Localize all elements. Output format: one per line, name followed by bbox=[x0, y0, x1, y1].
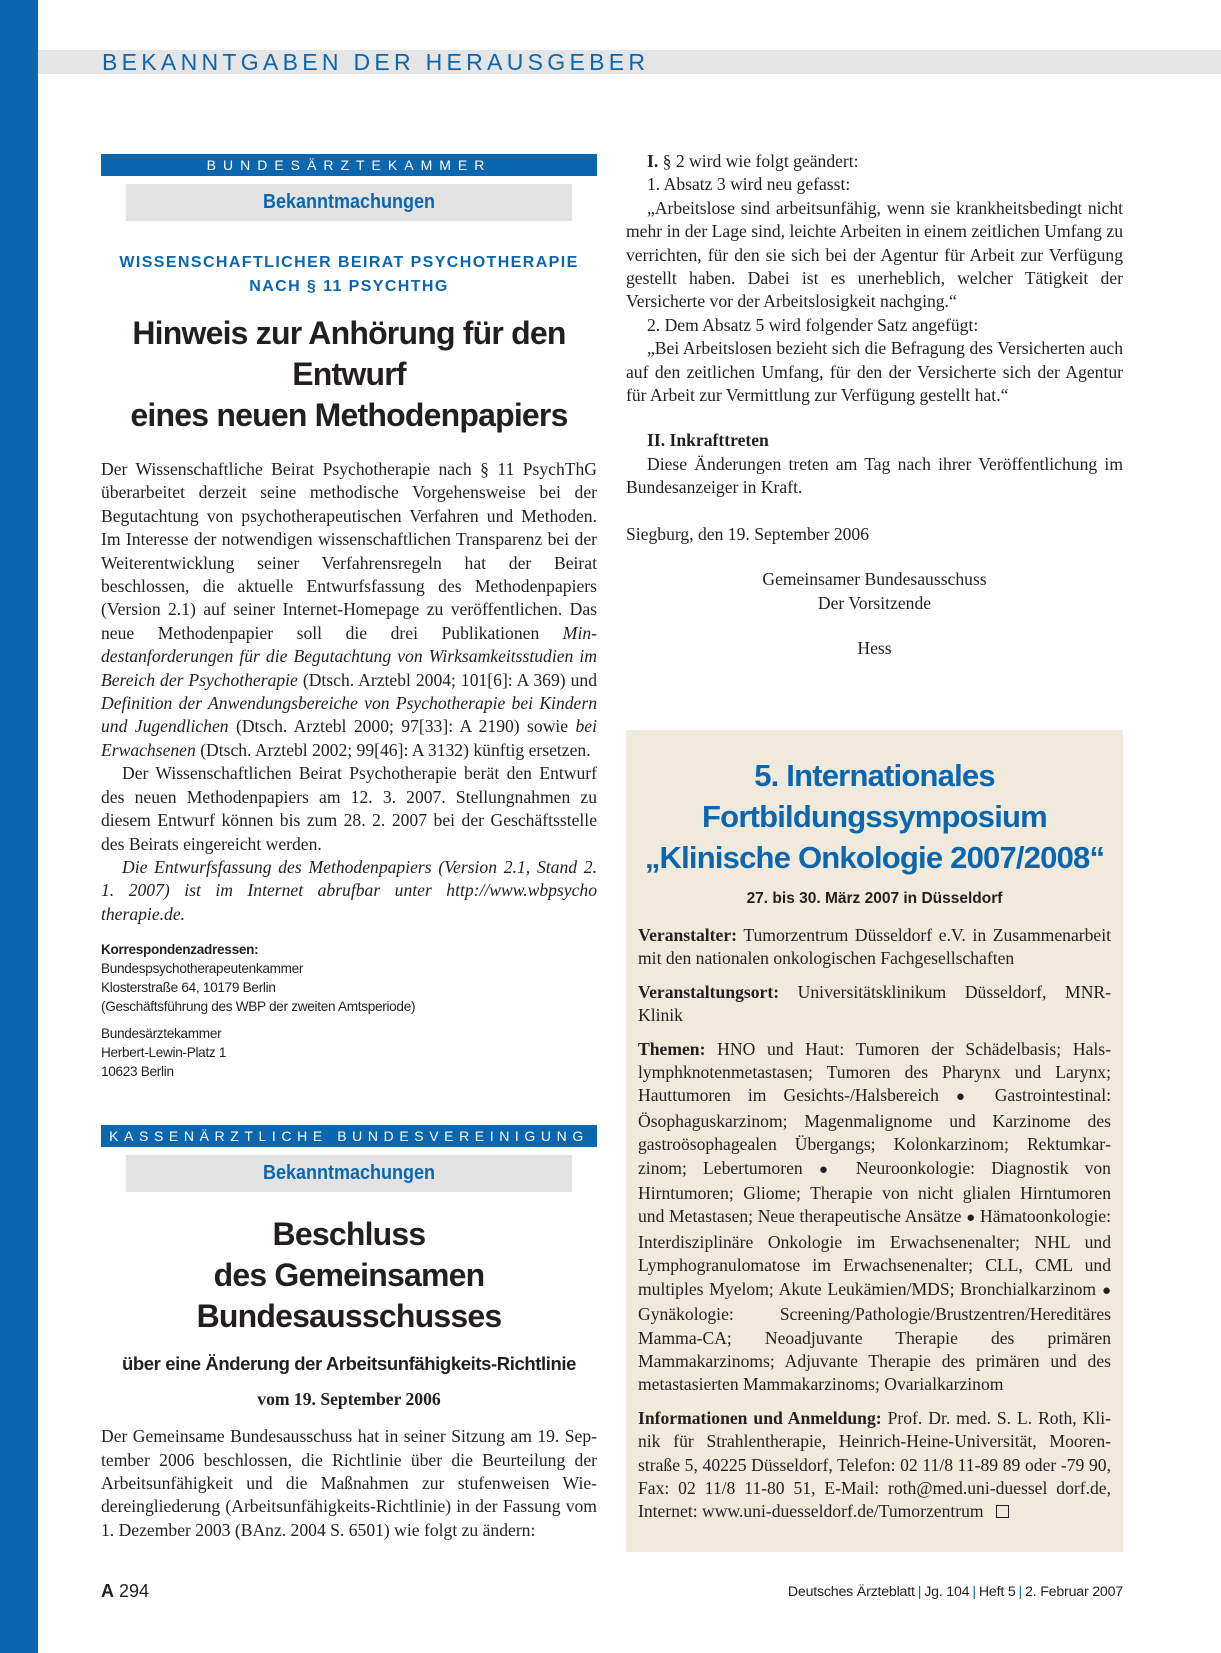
paragraph: Der Wissenschaftlichen Beirat Psychotherapie berät den Entwurf des neuen Methodenpapiers am 12. 3. 2007. Stellungnahmen zu diesem Entwurf können bis zum 28. 2. 2007 bei der Geschäftsstelle des Beirats eingereicht werden. bbox=[101, 763, 597, 854]
section-heading: II. Inkrafttreten bbox=[647, 430, 769, 451]
announcement-bar: Bekanntmachungen bbox=[126, 184, 572, 221]
event-title-line: 5. Internationales bbox=[754, 758, 995, 793]
address-line: Bundesärztekammer bbox=[101, 1026, 222, 1042]
right-column bbox=[626, 150, 1123, 660]
place-date: Siegburg, den 19. September 2006 bbox=[626, 523, 870, 544]
section-header: BEKANNTGABEN DER HERAUSGEBER bbox=[102, 49, 650, 75]
article-title bbox=[101, 313, 597, 436]
address-line: 10623 Berlin bbox=[101, 1064, 174, 1080]
event-topics: Themen: HNO und Haut: Tumoren der Schädelbasis; Halslymphknotenmetastasen; Tumoren des Pharynx und Larynx; Hauttumoren im Gesichts-/Halsbereich ● Gastrointestinal: Ösophaguskarzinom; Magenmalignome und Karzinome des gastroösophagealen Übergangs; Kolonkarzinom; Rektumkarzinom; Lebertumoren ● Neuroonkologie: Diagnostik von Hirntumoren; Gliome; Therapie von nicht glialen Hirntumoren und Metastasen; Neue therapeutische Ansätze ● Hämatoonkologie: Interdisziplinäre Onkologie im Erwachsenenalter; NHL und Lymphogranulomatose im Erwachsenenalter; CLL, CML und multiples Myelom; Akute Leukämien/MDS; Bronchialkarzinom ● Gynäkologie: Screening/Pathologie/Brustzentren/Hereditäres Mamma-CA; Neoadjuvante Therapie des primären Mammakarzinoms; Adjuvante Therapie des primären und des metastasierten Mammakarzinoms; Ovarialkarzinom bbox=[638, 1038, 1111, 1395]
page-number: A 294 bbox=[101, 1581, 150, 1601]
section-heading: I. § 2 wird wie folgt geändert: bbox=[647, 151, 859, 171]
article-body-continued bbox=[626, 150, 1123, 546]
article-body bbox=[101, 1425, 597, 1542]
bullet-icon: ● bbox=[966, 1210, 976, 1227]
address-line: Bundespsychotherapeutenkammer bbox=[101, 961, 304, 977]
event-venue: Veranstaltungsort: Universitätsklinikum Düsseldorf, MNR-Klinik bbox=[638, 981, 1111, 1026]
correspondence-heading: Korrespondenzadressen: bbox=[101, 942, 259, 958]
signature-block bbox=[626, 568, 1123, 660]
correspondence-addresses bbox=[101, 940, 597, 1081]
journal-footer: Deutsches Ärzteblatt | Jg. 104 | Heft 5 | 2. Februar 2007 bbox=[787, 1584, 1123, 1600]
event-title-line: Fortbildungssymposium bbox=[702, 799, 1047, 834]
bullet-icon: ● bbox=[955, 1089, 978, 1106]
bullet-icon: ● bbox=[818, 1161, 840, 1178]
address-line: Herbert-Lewin-Platz 1 bbox=[101, 1045, 227, 1061]
org-bar-baek: BUNDESÄRZTEKAMMER bbox=[101, 154, 597, 176]
event-info: Informationen und Anmeldung: Prof. Dr. med. S. L. Roth, Klinik für Strahlentherapie, Heinrich-Heine-Universität, Moorenstraße 5, 40225 Düsseldorf, Telefon: 02 11/8 11-89 89 oder -79 90, Fax: 02 11/8 11-80 51, E-Mail: roth@med.uni-duessel dorf.de, Internet: www.uni-duesseldorf.de/Tumorzentrum bbox=[638, 1407, 1111, 1522]
paragraph: Der Wissenschaftliche Beirat Psychotherapie nach § 11 PsychThG überarbeitet derzeit seine methodische Vorgehensweise bei der Begutachtung von psychotherapeutischen Verfahren und Methoden. Im Interesse der notwendigen wissenschaftlichen Transparenz bei der Weiterentwicklung seiner Verfahrensregeln hat der Beirat beschlossen, die aktuelle Entwurfsfassung des Methodenpapiers (Version 2.1) auf seiner Internet-Homepage zu veröffentlichen. Das neue Methodenpapier soll die drei Publikationen Mindestanforderungen für die Begutachtung von Wirksamkeitsstudien im Bereich der Psychotherapie (Dtsch. Arztebl 2004; 101[6]: A 369) und Definition der Anwendungsbereiche von Psychotherapie bei Kindern und Jugendlichen (Dtsch. Arztebl 2000; 97[33]: A 2190) sowie bei Erwachsenen (Dtsch. Arztebl 2002; 99[46]: A 3132) künftig ersetzen. bbox=[101, 459, 597, 760]
paragraph: Die Entwurfsfassung des Methodenpapiers (Version 2.1, Stand 2. 1. 2007) ist im Internet abrufbar unter http://www.wbpsycho therapie.de. bbox=[101, 856, 597, 924]
kicker-line: WISSENSCHAFTLICHER BEIRAT PSYCHOTHERAPIE bbox=[119, 254, 579, 271]
address-line: (Geschäftsführung des WBP der zweiten Amtsperiode) bbox=[101, 999, 416, 1015]
article-date: vom 19. September 2006 bbox=[257, 1389, 441, 1410]
event-title bbox=[638, 755, 1111, 878]
org-bar-kbv: KASSENÄRZTLICHE BUNDESVEREINIGUNG bbox=[101, 1125, 597, 1147]
article-body bbox=[101, 458, 597, 926]
list-item: 2. Dem Absatz 5 wird folgender Satz angefügt: bbox=[647, 314, 979, 335]
bullet-icon: ● bbox=[1101, 1282, 1111, 1299]
address-line: Klosterstraße 64, 10179 Berlin bbox=[101, 980, 276, 996]
article-kicker bbox=[101, 251, 597, 299]
left-column bbox=[101, 154, 597, 1542]
article-subtitle: über eine Änderung der Arbeitsunfähigkeits-Richtlinie bbox=[121, 1353, 577, 1375]
article-title bbox=[101, 1214, 597, 1337]
event-organizer: Veranstalter: Tumorzentrum Düsseldorf e.V. in Zusammenarbeit mit den nationalen onkologischen Fachgesellschaften bbox=[638, 925, 1111, 969]
end-mark-icon bbox=[996, 1505, 1009, 1518]
event-date: 27. bis 30. März 2007 in Düsseldorf bbox=[746, 890, 1003, 907]
quote: „Arbeitslose sind arbeitsunfähig, wenn sie krankheitsbedingt nicht mehr in der Lage sind, leichte Arbeiten in einem zeitlichen Umfang zu verrichten, für den sie sich bei der Agentur für Arbeit zur Verfügung gestellt haben. Dabei ist es unerheblich, welcher Tätigkeit der Versicherte vor der Arbeitslosigkeit nachging.“ bbox=[626, 197, 1123, 312]
title-line: eines neuen Methodenpapiers bbox=[130, 397, 568, 433]
kicker-line: NACH § 11 PSYCHTHG bbox=[249, 278, 449, 295]
list-item: 1. Absatz 3 wird neu gefasst: bbox=[647, 174, 851, 195]
quote: „Bei Arbeitslosen bezieht sich die Befragung des Versicherten auch auf den zeitlichen Umfang, für den der Versicherte sich der Agentur für Arbeit zur Vermittlung zur Verfügung gestellt hat.“ bbox=[626, 338, 1123, 406]
event-content bbox=[638, 755, 1111, 1524]
event-box bbox=[626, 730, 1123, 1552]
side-color-bar bbox=[0, 0, 38, 1653]
signature-line: Gemeinsamer Bundesausschuss bbox=[762, 569, 987, 590]
paragraph: Diese Änderungen treten am Tag nach ihrer Veröffentlichung im Bundesanzeiger in Kraft. bbox=[626, 453, 1123, 498]
title-line: des Gemeinsamen Bundesausschusses bbox=[196, 1257, 502, 1335]
announcement-bar: Bekanntmachungen bbox=[126, 1155, 572, 1192]
signer-name: Hess bbox=[857, 637, 892, 658]
event-title-line: „Klinische Onkologie 2007/2008“ bbox=[644, 840, 1105, 875]
title-line: Hinweis zur Anhörung für den Entwurf bbox=[132, 315, 566, 392]
signature-line: Der Vorsitzende bbox=[817, 592, 932, 613]
paragraph: Der Gemeinsame Bundesausschuss hat in seiner Sitzung am 19. September 2006 beschlossen, die Richtlinie über die Beurteilung der Arbeitsunfähigkeit und die Maßnahmen zur stufenweisen Wiedereingliederung (Arbeitsunfähigkeits-Richtlinie) in der Fassung vom 1. Dezember 2003 (BAnz. 2004 S. 6501) wie folgt zu ändern: bbox=[101, 1426, 597, 1540]
title-line: Beschluss bbox=[272, 1216, 426, 1253]
